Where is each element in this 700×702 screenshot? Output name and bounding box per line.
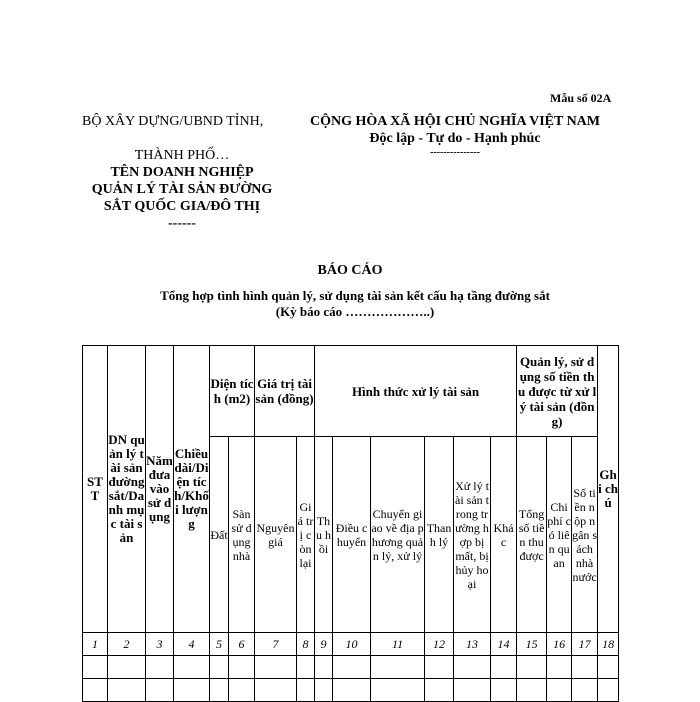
subheader-san: Sàn sử dụng nhà — [229, 437, 255, 633]
col-number: 6 — [229, 633, 255, 656]
col-number: 18 — [598, 633, 619, 656]
table-cell — [229, 656, 255, 679]
org-name-line2: QUẢN LÝ TÀI SẢN ĐƯỜNG — [91, 182, 273, 197]
table-cell — [572, 679, 598, 702]
table-cell — [371, 656, 425, 679]
header-chieu-dai: Chiều dài/Diện tích/Khối lượng — [174, 346, 210, 633]
table-cell — [146, 656, 174, 679]
national-header — [290, 113, 620, 159]
table-cell — [255, 679, 297, 702]
table-cell — [255, 656, 297, 679]
national-title: CỘNG HÒA XÃ HỘI CHỦ NGHĨA VIỆT NAM — [309, 114, 600, 129]
header-dien-tich: Diện tích (m2) — [210, 346, 255, 437]
subheader-dat: Đất — [210, 437, 229, 633]
subheader-nguyen-gia: Nguyên giá — [255, 437, 297, 633]
table-cell — [547, 656, 572, 679]
table-cell — [146, 679, 174, 702]
table-cell — [210, 656, 229, 679]
table-cell — [108, 679, 146, 702]
table-cell — [333, 656, 371, 679]
col-number: 5 — [210, 633, 229, 656]
col-number: 13 — [454, 633, 491, 656]
table-cell — [491, 679, 517, 702]
subheader-chuyen-giao: Chuyển giao về địa phương quản lý, xử lý — [371, 437, 425, 633]
col-number: 10 — [333, 633, 371, 656]
table-cell — [297, 679, 315, 702]
report-table — [82, 345, 619, 702]
col-number: 8 — [297, 633, 315, 656]
table-cell — [425, 656, 454, 679]
subheader-thanh-ly: Thanh lý — [425, 437, 454, 633]
header-stt: STT — [83, 346, 108, 633]
col-number: 9 — [315, 633, 333, 656]
org-name-line3: SẮT QUỐC GIA/ĐÔ THỊ — [103, 199, 261, 214]
form-number: Mẫu số 02A — [550, 91, 612, 105]
table-cell — [297, 656, 315, 679]
table-cell — [83, 679, 108, 702]
table-cell — [491, 656, 517, 679]
table-cell — [315, 656, 333, 679]
col-number: 17 — [572, 633, 598, 656]
col-number: 2 — [108, 633, 146, 656]
subheader-nop-ngan-sach: Số tiền nộp ngân sách nhà nước — [572, 437, 598, 633]
table-cell — [108, 656, 146, 679]
table-cell — [83, 656, 108, 679]
table-cell — [517, 679, 547, 702]
table-cell — [174, 679, 210, 702]
header-gia-tri: Giá trị tài sản (đồng) — [255, 346, 315, 437]
agency-divider: ------ — [168, 216, 196, 231]
col-number: 15 — [517, 633, 547, 656]
subheader-khac: Khác — [491, 437, 517, 633]
table-cell — [454, 679, 491, 702]
subheader-tong-so-tien: Tổng số tiền thu được — [517, 437, 547, 633]
header-dn: DN quản lý tài sản đường sắt/Danh mục tài sản — [108, 346, 146, 633]
subheader-xu-ly-mat: Xử lý tài sản trong trường hợp bị mất, bị hủy hoại — [454, 437, 491, 633]
column-number-row — [83, 633, 619, 656]
national-divider: --------------- — [430, 147, 480, 158]
org-name-line1: TÊN DOANH NGHIỆP — [110, 165, 254, 180]
col-number: 1 — [83, 633, 108, 656]
agency-header — [82, 113, 282, 232]
table-cell — [572, 656, 598, 679]
table-row — [83, 656, 619, 679]
col-number: 3 — [146, 633, 174, 656]
table-cell — [547, 679, 572, 702]
national-motto: Độc lập - Tự do - Hạnh phúc — [369, 131, 541, 146]
subheader-chi-phi: Chi phí có liên quan — [547, 437, 572, 633]
table-cell — [517, 656, 547, 679]
col-number: 14 — [491, 633, 517, 656]
table-cell — [174, 656, 210, 679]
col-number: 12 — [425, 633, 454, 656]
header-quan-ly-tien: Quản lý, sử dụng số tiền thu được từ xử lý tài sản (đồng) — [517, 346, 598, 437]
subheader-gia-tri-con-lai: Giá trị còn lại — [297, 437, 315, 633]
table-cell — [371, 679, 425, 702]
header-hinh-thuc: Hình thức xử lý tài sản — [315, 346, 517, 437]
agency-line2: THÀNH PHỐ… — [134, 148, 230, 163]
table-row — [83, 679, 619, 702]
table-cell — [598, 679, 619, 702]
table-cell — [229, 679, 255, 702]
table-cell — [210, 679, 229, 702]
agency-line1: BỘ XÂY DỰNG/UBND TỈNH, — [82, 114, 264, 129]
header-nam: Năm đưa vào sử dụng — [146, 346, 174, 633]
table-cell — [315, 679, 333, 702]
table-cell — [598, 656, 619, 679]
col-number: 4 — [174, 633, 210, 656]
col-number: 16 — [547, 633, 572, 656]
report-title: BÁO CÁO — [317, 263, 383, 278]
report-period: (Kỳ báo cáo ………………..) — [275, 304, 435, 319]
report-subtitle: Tổng hợp tình hình quản lý, sử dụng tài sản kết cấu hạ tầng đường sắt — [160, 288, 550, 303]
table-cell — [425, 679, 454, 702]
table-cell — [454, 656, 491, 679]
subheader-thu-hoi: Thu hồi — [315, 437, 333, 633]
table-cell — [333, 679, 371, 702]
report-subtitle-block — [90, 288, 620, 320]
col-number: 7 — [255, 633, 297, 656]
col-number: 11 — [371, 633, 425, 656]
subheader-dieu-chuyen: Điều chuyển — [333, 437, 371, 633]
header-ghi-chu: Ghi chú — [598, 346, 619, 633]
